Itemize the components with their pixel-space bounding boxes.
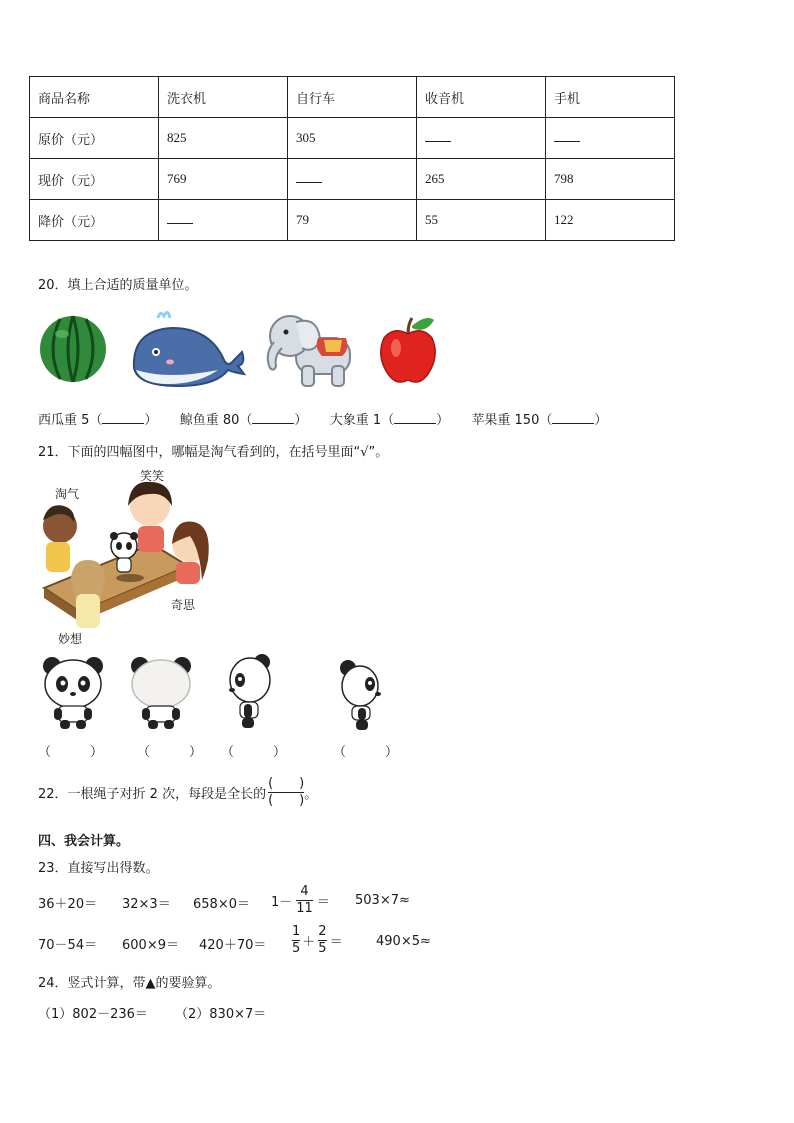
question-23-title: 23．直接写出得数。	[38, 861, 159, 876]
table-header-row	[30, 77, 675, 118]
apple-icon	[378, 314, 438, 386]
name-miaoxiang: 妙想	[58, 632, 83, 646]
answer-paren-4[interactable]: （ ）	[333, 745, 399, 760]
name-qisi: 奇思	[171, 598, 196, 612]
table-cell: 305	[288, 118, 417, 159]
question-21-title: 21．下面的四幅图中，哪幅是淘气看到的，在括号里面“√”。	[38, 445, 389, 460]
calc-item: 600×9＝	[122, 938, 179, 953]
answer-blank[interactable]	[394, 411, 436, 424]
name-xiaoxiao: 笑笑	[140, 469, 165, 483]
table-cell: 79	[288, 200, 417, 241]
question-20-answers: 西瓜重 5（ ） 鲸鱼重 80（ ） 大象重 1（ ） 苹果重 150（ ）	[38, 413, 608, 428]
table-row	[30, 159, 675, 200]
answer-blank[interactable]	[252, 411, 294, 424]
calc-item: 658×0＝	[193, 897, 250, 912]
answer-paren-1[interactable]: （ ）	[38, 745, 104, 760]
table-cell-blank[interactable]	[288, 159, 417, 200]
table-cell-blank[interactable]	[159, 200, 288, 241]
panda-back-view[interactable]	[128, 654, 194, 730]
name-taoqi: 淘气	[55, 487, 80, 501]
table-cell-blank[interactable]	[546, 118, 675, 159]
answer-blank	[554, 131, 580, 142]
section-title: 四、我会计算。	[38, 834, 130, 849]
item-elephant: 大象重 1（	[329, 413, 395, 428]
elephant-icon	[262, 310, 360, 390]
watermelon-icon	[38, 314, 108, 384]
item-watermelon: 西瓜重 5（	[38, 413, 103, 428]
answer-blank[interactable]	[102, 411, 144, 424]
row-label: 现价（元）	[30, 159, 159, 200]
table-cell: 122	[546, 200, 675, 241]
question-22: 22．一根绳子对折 2 次，每段是全长的 $\frac{( )}{( )}$ 。	[38, 776, 318, 808]
table-cell-blank[interactable]	[417, 118, 546, 159]
question-20-title: 20．填上合适的质量单位。	[38, 278, 198, 293]
answer-fraction[interactable]: $\frac{( )}{( )}$	[268, 776, 305, 808]
table-header-cell: 自行车	[288, 77, 417, 118]
question-24-title: 24．竖式计算，带▲的要验算。	[38, 976, 221, 991]
table-cell: 825	[159, 118, 288, 159]
panda-left-side-view[interactable]	[224, 652, 274, 730]
vertical-calc-item: （2）830×7＝	[175, 1007, 267, 1022]
vertical-calc-item: （1）802－236＝	[38, 1007, 148, 1022]
calc-item: 70－54＝	[38, 938, 98, 953]
answer-paren-3[interactable]: （ ）	[221, 745, 287, 760]
answer-blank[interactable]	[552, 411, 594, 424]
answer-blank	[167, 213, 193, 224]
calc-item: 503×7≈	[355, 893, 410, 908]
question-22-text: 22．一根绳子对折 2 次，每段是全长的	[38, 787, 267, 802]
row-label: 原价（元）	[30, 118, 159, 159]
price-table	[29, 76, 675, 241]
calc-item: 36＋20＝	[38, 897, 98, 912]
calc-item-fraction: $\frac{1}{5}$ ＋ $\frac{2}{5}$ ＝	[292, 924, 343, 956]
answer-blank	[296, 172, 322, 183]
table-row	[30, 200, 675, 241]
calc-item-fraction: 1－ $\frac{4}{11}$ ＝	[271, 884, 330, 916]
table-row	[30, 118, 675, 159]
table-header-cell: 商品名称	[30, 77, 159, 118]
panda-front-view[interactable]	[40, 654, 106, 730]
table-cell: 798	[546, 159, 675, 200]
table-header-cell: 手机	[546, 77, 675, 118]
item-whale: 鲸鱼重 80（	[179, 413, 253, 428]
answer-blank	[425, 131, 451, 142]
panda-right-side-view[interactable]	[336, 658, 386, 732]
row-label: 降价（元）	[30, 200, 159, 241]
table-cell: 769	[159, 159, 288, 200]
calc-item: 32×3＝	[122, 897, 171, 912]
item-apple: 苹果重 150（	[471, 413, 553, 428]
table-cell: 265	[417, 159, 546, 200]
calc-item: 420＋70＝	[199, 938, 267, 953]
calc-item: 490×5≈	[376, 934, 431, 949]
table-cell: 55	[417, 200, 546, 241]
table-header-cell: 收音机	[417, 77, 546, 118]
table-header-cell: 洗衣机	[159, 77, 288, 118]
answer-paren-2[interactable]: （ ）	[137, 745, 203, 760]
whale-icon	[128, 308, 246, 388]
